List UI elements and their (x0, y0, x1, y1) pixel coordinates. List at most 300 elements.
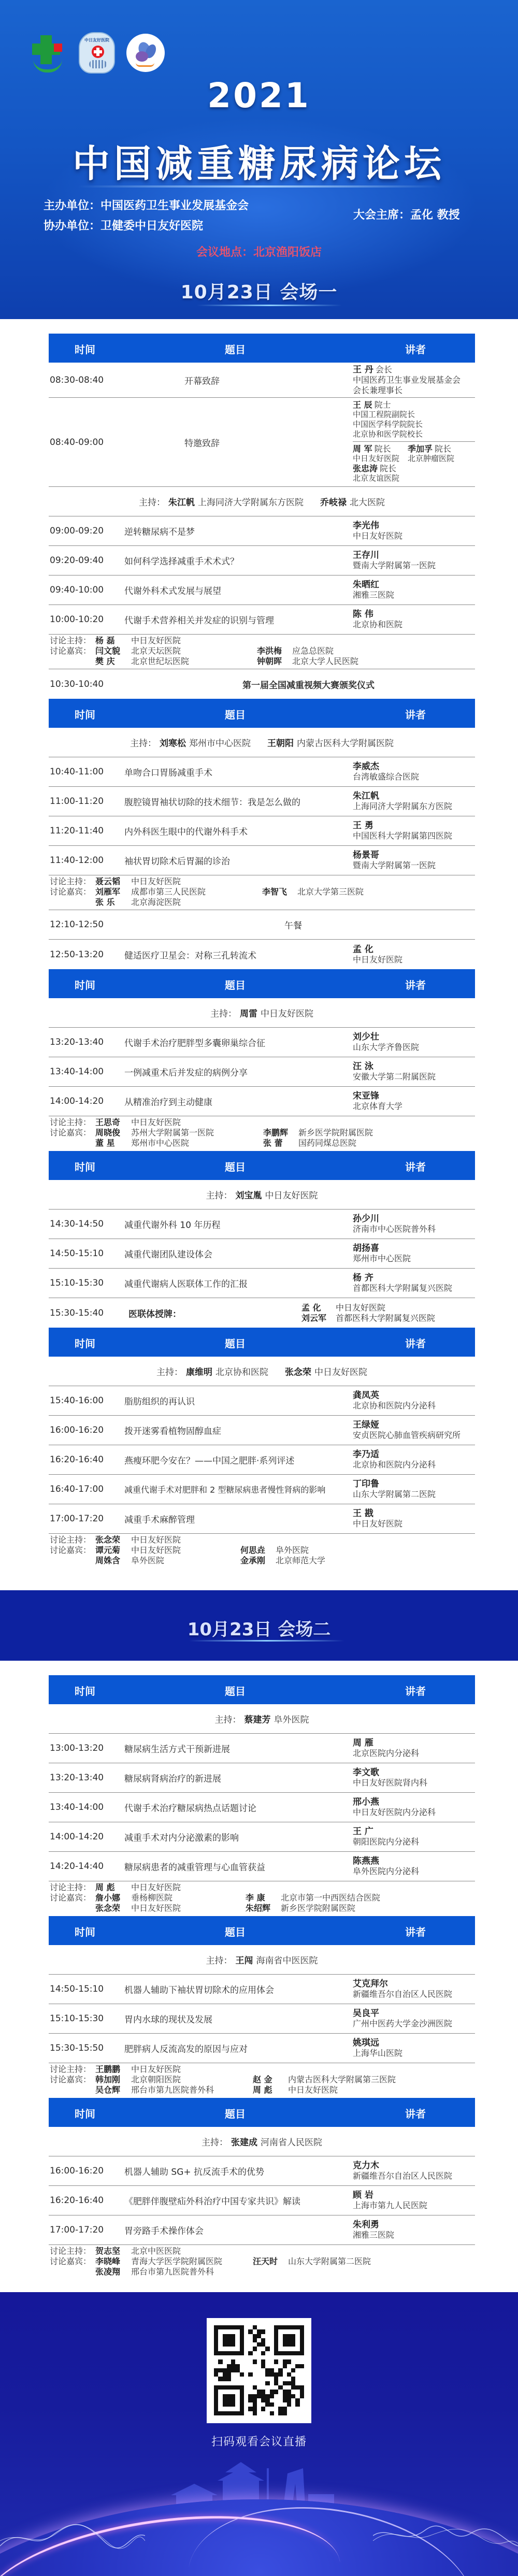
speaker-name: 朱利勇 (353, 2220, 379, 2230)
row-speaker (353, 2190, 427, 2211)
moderator-org: 中日友好医院 (131, 2064, 181, 2074)
guest-name: 樊 庆 (95, 656, 115, 666)
row-speaker (353, 2161, 452, 2181)
guest-name: 詹小娜 (95, 1893, 121, 1903)
host-org: 河南省人民医院 (261, 2137, 322, 2148)
speaker-org: 北京医院内分泌科 (353, 1748, 420, 1758)
header-time: 时间 (75, 2108, 95, 2120)
row-time: 17:00-17:20 (50, 1514, 104, 1524)
speaker-org: 暨南大学附属第一医院 (353, 560, 436, 570)
venue: 会议地点：北京渔阳饭店 (196, 246, 322, 259)
row-speaker (353, 2008, 452, 2029)
speaker-name: 吴良平 (353, 2008, 379, 2019)
table-row (49, 1210, 475, 1239)
guest-org: 国药同煤总医院 (298, 1138, 357, 1148)
moderator-name: 贺志坚 (95, 2246, 121, 2256)
row-topic: 减重代谢病人医联体工作的汇报 (124, 1279, 248, 1290)
row-time: 13:00-13:20 (50, 1743, 104, 1753)
speaker-name: 杨景哥 (353, 850, 379, 860)
discussion-guests-label: 讨论嘉宾： (50, 1545, 92, 1555)
speaker-name: 王 丹 (353, 364, 373, 375)
speaker-org: 朝阳医院内分泌科 (353, 1837, 420, 1847)
guest-name: 李 康 (246, 1893, 265, 1903)
host-row (49, 487, 475, 516)
header-topic: 题目 (225, 343, 246, 356)
speaker-org: 广州中医药大学金沙洲医院 (353, 2019, 453, 2028)
speaker-name: 姚琪远 (353, 2038, 379, 2048)
table-row (49, 363, 475, 398)
guest-name: 董 星 (95, 1138, 115, 1148)
guest-org: 北京大学第三医院 (297, 887, 364, 897)
row-time: 13:20-13:40 (50, 1037, 104, 1047)
row-topic: 减重手术对内分泌激素的影响 (124, 1833, 239, 1844)
header-speaker: 讲者 (405, 343, 426, 356)
row-topic: 腹腔镜胃袖状切除的技术细节：我是怎么做的 (124, 797, 300, 808)
speaker-name: 周 雁 (353, 1738, 373, 1748)
row-topic: 代谢手术营养相关并发症的识别与管理 (124, 615, 274, 626)
speaker-org: 安徽大学第二附属医院 (353, 1072, 436, 1082)
row-topic: 糖尿病肾病治疗的新进展 (124, 1774, 221, 1785)
session-one-schedule (49, 334, 475, 1568)
host-label: 主持： (206, 1955, 233, 1966)
host-row (49, 998, 475, 1028)
speaker-org: 中国工程院副院长 (353, 410, 415, 419)
header-topic: 题目 (225, 1926, 246, 1938)
row-time: 15:10-15:30 (50, 2013, 104, 2024)
moderator-name: 王思奇 (95, 1117, 121, 1127)
host-org: 阜外医院 (274, 1715, 309, 1725)
table-row (49, 1763, 475, 1793)
moderator-name: 张念荣 (95, 1535, 121, 1545)
footer-live-stream (0, 2292, 518, 2576)
row-time: 15:40-16:00 (50, 1395, 104, 1406)
table-header (49, 1328, 475, 1357)
table-row (49, 940, 475, 969)
row-topic: 代谢外科术式发展与展望 (124, 586, 221, 597)
header-time: 时间 (75, 1161, 95, 1173)
moderator-org: 中日友好医院 (131, 1535, 181, 1545)
speaker-name: 王 勇 (353, 821, 373, 831)
header-topic: 题目 (225, 1161, 246, 1173)
speaker-org: 山东大学齐鲁医院 (353, 1042, 420, 1052)
row-topic: 糖尿病生活方式干预新进展 (124, 1744, 230, 1755)
row-speaker (353, 609, 402, 630)
row-topic: 减重手术麻醉管理 (124, 1515, 195, 1526)
row-speaker (353, 1826, 419, 1847)
row-time: 15:30-15:50 (50, 2043, 104, 2053)
health-cross-logo-icon (30, 32, 67, 74)
host-name: 蔡建芳 (244, 1715, 271, 1725)
table-header (49, 1151, 475, 1180)
speaker-name: 李威杰 (353, 761, 379, 772)
row-topic: 内外科医生眼中的代谢外科手术 (124, 827, 248, 838)
glow-divider (78, 185, 440, 188)
session-two-banner (0, 1590, 518, 1661)
discussion-moderator-label: 讨论主持： (50, 1535, 92, 1545)
row-topic: 减重代谢外科 10 年历程 (124, 1220, 221, 1231)
speaker-name: 周 军 (353, 444, 372, 454)
header-time: 时间 (75, 1337, 95, 1350)
ceremony-title: 第一届全国减重视频大赛颁奖仪式 (242, 680, 375, 690)
speaker-name: 杨 齐 (353, 1273, 373, 1283)
row-time: 14:30-14:50 (50, 1219, 104, 1229)
row-topic: 脂肪组织的再认识 (124, 1397, 195, 1407)
row-topic: 代谢手术治疗肥胖型多囊卵巢综合征 (124, 1038, 265, 1049)
speaker-name: 宋亚锋 (353, 1091, 379, 1101)
row-topic: 代谢手术治疗糖尿病热点话题讨论 (124, 1803, 256, 1814)
lunch-label: 午餐 (284, 920, 302, 931)
guest-name: 李晓峰 (95, 2256, 121, 2266)
hero-year: 2021 (207, 76, 311, 116)
guest-org: 山东大学附属第二医院 (288, 2256, 371, 2266)
table-row (49, 787, 475, 816)
host-org: 中日友好医院 (265, 1190, 318, 1201)
award-row (49, 1298, 475, 1328)
moderator-name: 王鹏鹏 (95, 2064, 121, 2074)
header-speaker: 讲者 (405, 2108, 426, 2120)
header-time: 时间 (75, 343, 95, 356)
header-topic: 题目 (225, 2108, 246, 2120)
wave-line-icon (0, 2520, 145, 2551)
guest-org: 中日友好医院 (131, 1903, 181, 1913)
row-speakers (353, 398, 475, 485)
speaker-name: 陈燕燕 (353, 1856, 379, 1866)
row-speaker (353, 821, 452, 841)
header-speaker: 讲者 (405, 1337, 426, 1350)
header-speaker: 讲者 (405, 709, 426, 721)
speaker-org: 新疆维吾尔自治区人民医院 (353, 2171, 453, 2181)
speaker-org: 湘雅三医院 (353, 590, 395, 600)
host-label: 主持： (214, 1715, 241, 1725)
header-speaker: 讲者 (405, 979, 426, 991)
table-row (49, 2156, 475, 2186)
speaker-org: 台湾敏盛综合医院 (353, 772, 420, 782)
guest-org: 北京朝阳医院 (131, 2075, 181, 2084)
award-person-name: 孟 化 (301, 1302, 321, 1313)
row-time: 11:20-11:40 (50, 826, 104, 836)
host-label: 主持： (130, 738, 156, 749)
host-name: 康维明 (186, 1367, 212, 1378)
qr-code-icon[interactable] (207, 2318, 311, 2423)
guest-org: 郑州市中心医院 (131, 1138, 190, 1148)
row-time: 09:40-10:00 (50, 585, 104, 595)
row-time: 16:40-17:00 (50, 1484, 104, 1494)
speaker-org: 暨南大学附属第一医院 (353, 860, 436, 870)
moderator-org: 中日友好医院 (131, 1882, 181, 1892)
host-label: 主持： (210, 1009, 237, 1019)
speaker-org: 北京协和医学院校长 (353, 429, 423, 439)
speaker-org: 中日友好医院 (353, 954, 403, 965)
moderator-name: 周 彪 (95, 1882, 115, 1892)
row-topic: 开幕致辞 (184, 376, 220, 386)
row-time: 16:00-16:20 (50, 1425, 104, 1435)
table-row (49, 1057, 475, 1087)
speaker-title: 会长 (375, 364, 392, 375)
host-label: 主持： (202, 2137, 228, 2148)
moderator-org: 中日友好医院 (131, 636, 181, 645)
guest-name: 周姝含 (95, 1556, 121, 1565)
speaker-name: 王绿娅 (353, 1420, 379, 1430)
discussion-row (49, 2063, 475, 2098)
award-person-org: 中日友好医院 (336, 1302, 386, 1313)
guest-name: 赵 金 (253, 2075, 272, 2084)
speaker-name: 胡扬喜 (353, 1243, 379, 1254)
guest-org: 北京市第一中西医结合医院 (281, 1893, 381, 1903)
row-time: 10:00-10:20 (50, 614, 104, 625)
table-row (49, 1852, 475, 1881)
guest-name: 闫文貌 (95, 646, 121, 656)
discussion-moderator-label: 讨论主持： (50, 2064, 92, 2074)
guest-org: 中日友好医院 (131, 1545, 181, 1555)
table-row (49, 1975, 475, 2004)
speaker-org: 新疆维吾尔自治区人民医院 (353, 1989, 453, 1999)
lunch-row (49, 910, 475, 940)
speaker-org: 中国医科大学附属第四医院 (353, 831, 453, 841)
row-time: 14:00-14:20 (50, 1832, 104, 1842)
row-time: 14:50-15:10 (50, 1984, 104, 1994)
table-row (49, 575, 475, 605)
host-label: 主持： (139, 497, 165, 508)
moderator-org: 北京中医医院 (131, 2246, 181, 2256)
speaker-org: 北京协和医院 (353, 620, 403, 629)
row-speaker (353, 1420, 461, 1441)
row-topic: 胃内水球的现状及发展 (124, 2014, 212, 2025)
guest-name: 周 彪 (253, 2085, 272, 2095)
row-speaker (353, 791, 452, 812)
page-title: 中国减重糖尿病论坛 (72, 142, 445, 185)
speaker-org: 阜外医院内分泌科 (353, 1866, 420, 1876)
speaker-org: 中日友好医院 (353, 454, 400, 463)
table-row (49, 1087, 475, 1116)
row-topic: 减重代谢团队建设体会 (124, 1249, 212, 1260)
guest-org: 垂杨柳医院 (131, 1893, 173, 1903)
guest-org: 阜外医院 (131, 1556, 165, 1565)
guest-org: 青海大学医学院附属医院 (131, 2256, 223, 2266)
host-org: 海南省中医医院 (256, 1955, 318, 1966)
guest-org: 北京天坛医院 (131, 646, 181, 656)
table-row (49, 1028, 475, 1057)
row-topic: 如何科学选择减重手术术式？ (124, 556, 239, 567)
header-time: 时间 (75, 1685, 95, 1697)
row-speaker (353, 1091, 402, 1112)
guest-name: 张 蕾 (263, 1138, 283, 1148)
table-row (49, 1734, 475, 1763)
header-time: 时间 (75, 979, 95, 991)
speaker-name: 李乃适 (353, 1449, 379, 1460)
speaker-name: 王 广 (353, 1826, 373, 1837)
table-header (49, 1675, 475, 1704)
guest-name: 钟朝晖 (257, 656, 282, 666)
header-topic: 题目 (225, 979, 246, 991)
table-row (49, 1793, 475, 1822)
header-topic: 题目 (225, 1337, 246, 1350)
speaker-org: 上海同济大学附属东方医院 (353, 801, 453, 811)
speaker-title: 院士 (374, 400, 391, 410)
speaker-org: 安贞医院心肺血管疾病研究所 (353, 1430, 461, 1440)
table-row (49, 816, 475, 846)
guest-name: 刘雁军 (95, 887, 121, 897)
row-speaker (353, 2038, 402, 2059)
row-time: 08:30-08:40 (50, 375, 104, 385)
speaker-org: 中日友好医院内分泌科 (353, 1807, 436, 1817)
speaker-name: 丁印鲁 (353, 1479, 379, 1489)
guest-name: 李鹏辉 (263, 1128, 289, 1138)
wave-line-icon (373, 2520, 518, 2551)
discussion-moderator-label: 讨论主持： (50, 876, 92, 886)
guest-org: 邢台市第九医院普外科 (131, 2085, 214, 2095)
guest-name: 吴仓辉 (95, 2085, 121, 2095)
row-time: 12:50-13:20 (50, 949, 104, 960)
table-header (49, 969, 475, 998)
speaker-name: 孟 化 (353, 944, 373, 955)
row-speaker (353, 1390, 436, 1411)
speaker-name: 王 戡 (353, 1508, 373, 1519)
speaker-org: 中日友好医院 (353, 1519, 403, 1529)
session-two-title: 10月23日 会场二 (187, 1619, 331, 1640)
host-org: 上海同济大学附属东方医院 (198, 497, 304, 508)
row-speaker (353, 850, 436, 871)
table-row (49, 846, 475, 875)
row-topic: 袖状胃切除术后胃漏的诊治 (124, 856, 230, 867)
row-topic: 从精准治疗到主动健康 (124, 1097, 212, 1108)
row-time: 10:40-11:00 (50, 767, 104, 777)
table-row (49, 605, 475, 635)
row-speaker (353, 1856, 419, 1877)
row-speaker (353, 1214, 436, 1234)
session-one-title: 10月23日 会场一 (180, 282, 338, 303)
host-name: 刘宝胤 (235, 1190, 262, 1201)
guest-name: 李洪梅 (257, 646, 282, 656)
award-person-name: 刘云军 (301, 1313, 327, 1323)
guest-org: 应急总医院 (292, 646, 334, 656)
table-row (49, 1386, 475, 1416)
discussion-moderator-label: 讨论主持： (50, 2246, 92, 2256)
speaker-name: 李文歌 (353, 1767, 379, 1778)
host-name: 朱江帆 (168, 497, 195, 508)
row-speaker (353, 1738, 419, 1759)
speaker-name: 季加孚 (408, 444, 433, 454)
speaker-org: 中国医学科学院院长 (353, 420, 423, 429)
host-row (49, 2127, 475, 2156)
host-name: 王朝阳 (267, 738, 294, 749)
row-time: 14:20-14:40 (50, 1861, 104, 1872)
table-row (49, 516, 475, 546)
guest-org: 北京世纪坛医院 (131, 656, 190, 666)
row-speaker (353, 1449, 436, 1470)
guest-name: 谭元菊 (95, 1545, 121, 1555)
row-time: 16:20-16:40 (50, 1455, 104, 1465)
guest-org: 新乡医学院附属医院 (281, 1903, 356, 1913)
row-time: 15:30-15:40 (50, 1307, 104, 1318)
host-row (49, 1704, 475, 1734)
guest-name: 张念荣 (95, 1903, 121, 1913)
host-label: 主持： (156, 1367, 183, 1378)
row-speaker (353, 944, 402, 965)
row-topic: 减重代谢手术对肥胖和 2 型糖尿病患者慢性肾病的影响 (124, 1485, 326, 1495)
host-row (49, 728, 475, 757)
speaker-name: 顾 岩 (353, 2190, 373, 2200)
row-speaker (353, 1508, 402, 1529)
host-row (49, 1357, 475, 1386)
header-speaker: 讲者 (405, 1685, 426, 1697)
host-org: 郑州市中心医院 (189, 738, 251, 749)
table-row (49, 398, 475, 487)
row-speaker (353, 365, 461, 396)
guest-org: 中日友好医院 (288, 2085, 338, 2095)
row-topic: 燕瘦环肥今安在？——中国之肥胖·系列评述 (124, 1456, 295, 1466)
table-row (49, 2034, 475, 2063)
guest-name: 何思垚 (240, 1545, 266, 1555)
host-org: 北大医院 (350, 497, 385, 508)
speaker-org: 北京友谊医院 (353, 473, 400, 483)
discussion-moderator-label: 讨论主持： (50, 1882, 92, 1892)
discussion-guests-label: 讨论嘉宾： (50, 1893, 92, 1903)
row-speaker (353, 1767, 427, 1788)
logo-group (30, 32, 165, 74)
host-name: 乔岐禄 (320, 497, 347, 508)
discussion-row (49, 2245, 475, 2280)
row-time: 14:00-14:20 (50, 1096, 104, 1106)
row-time: 12:10-12:50 (50, 919, 104, 930)
header-time: 时间 (75, 1926, 95, 1938)
moderator-name: 杨 磊 (95, 636, 115, 645)
header-topic: 题目 (225, 1685, 246, 1697)
row-topic: 健适医疗卫星会：对称三孔转流术 (124, 951, 256, 961)
guest-name: 金承刚 (240, 1556, 266, 1565)
row-time: 11:00-11:20 (50, 796, 104, 807)
guest-org: 北京大学人民医院 (292, 656, 359, 666)
table-row (49, 1475, 475, 1504)
guest-name: 周晓俊 (95, 1128, 121, 1138)
row-speaker (353, 1979, 452, 1999)
guest-name: 张 乐 (95, 897, 115, 907)
moderator-org: 中日友好医院 (131, 1117, 181, 1127)
header-speaker: 讲者 (405, 1161, 426, 1173)
row-time: 16:20-16:40 (50, 2195, 104, 2206)
host-org: 北京协和医院 (215, 1367, 268, 1378)
table-row (49, 2004, 475, 2034)
table-row (49, 1269, 475, 1298)
row-speaker (353, 1273, 452, 1293)
table-row (49, 757, 475, 787)
table-row (49, 1445, 475, 1475)
speaker-org: 山东大学附属第二医院 (353, 1489, 436, 1499)
speaker-name: 朱晒红 (353, 580, 379, 590)
row-time: 09:00-09:20 (50, 526, 104, 536)
host-org: 内蒙古医科大学附属医院 (297, 738, 394, 749)
host-row (49, 1180, 475, 1210)
table-row (49, 546, 475, 575)
title-underline (197, 305, 342, 306)
butterfly-logo-icon (126, 34, 165, 72)
row-speaker (353, 550, 436, 571)
guest-name: 汪天时 (253, 2256, 278, 2266)
table-row (49, 1239, 475, 1269)
speaker-org: 上海市第九人民医院 (353, 2200, 428, 2210)
host-name: 张建成 (231, 2137, 257, 2148)
qr-caption: 扫码观看会议直播 (211, 2436, 307, 2449)
row-topic: 机器人辅助下袖状胃切除术的应用体会 (124, 1985, 274, 1996)
row-time: 14:50-15:10 (50, 1248, 104, 1259)
discussion-guests-label: 讨论嘉宾： (50, 2075, 92, 2084)
host-row (49, 1945, 475, 1975)
speaker-org: 中日友好医院 (353, 531, 403, 541)
speaker-org: 中国医药卫生事业发展基金会 (353, 375, 461, 385)
speaker-org: 上海华山医院 (353, 2048, 403, 2058)
moderator-org: 中日友好医院 (131, 876, 181, 886)
discussion-row (49, 635, 475, 669)
guest-name: 李智飞 (262, 887, 287, 897)
